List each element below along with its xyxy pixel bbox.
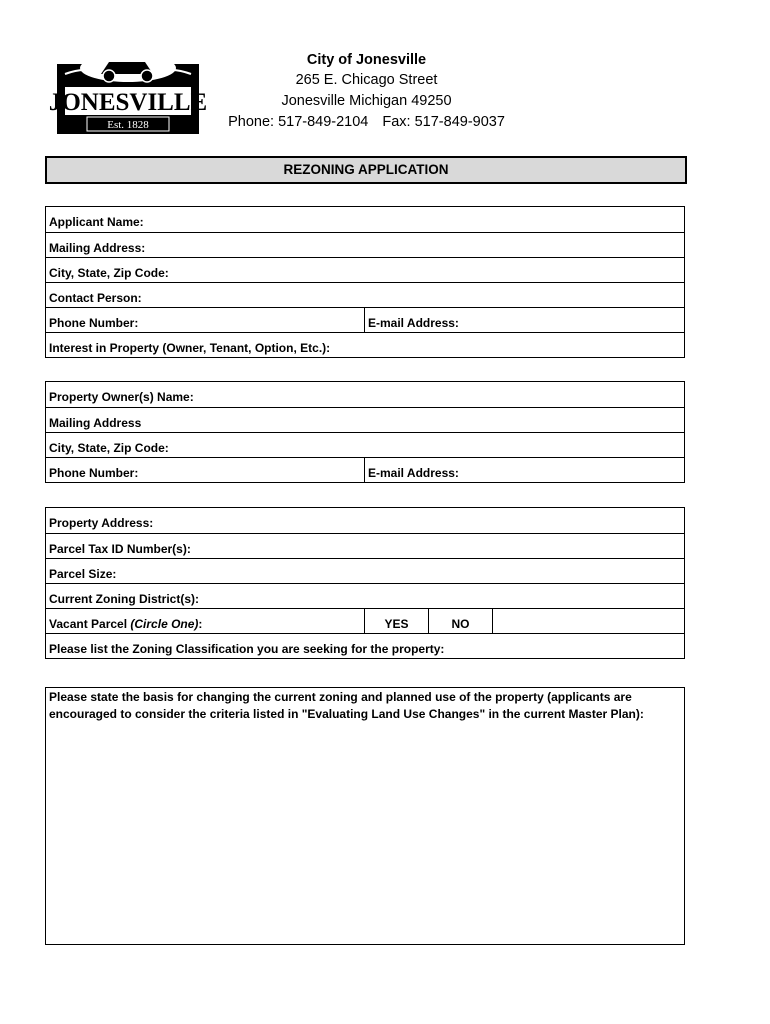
city-name: City of Jonesville xyxy=(306,52,427,68)
form-title: REZONING APPLICATION xyxy=(45,156,687,184)
logo-est: Est. 1828 xyxy=(107,119,149,131)
contact-person-row[interactable] xyxy=(46,282,684,307)
owner-mailing-row[interactable] xyxy=(46,407,684,432)
basis-prompt: Please state the basis for changing the current zoning and planned use of the property (applicants are encouraged to consider the criteria listed in "Evaluating Land Use Changes" in the current Master Plan): xyxy=(49,690,644,721)
property-address-label: Property Address: xyxy=(49,516,154,530)
no-option[interactable]: NO xyxy=(428,609,492,633)
city-state-zip-row[interactable] xyxy=(46,257,684,282)
contact-person-label: Contact Person: xyxy=(49,291,142,305)
owner-email-label[interactable]: E-mail Address: xyxy=(364,458,684,482)
basis-for-rezoning-field[interactable] xyxy=(45,687,685,945)
owner-mailing-label: Mailing Address xyxy=(49,416,142,430)
owner-section xyxy=(45,381,685,483)
owner-city-label: City, State, Zip Code: xyxy=(49,441,169,455)
city-state: Jonesville Michigan 49250 xyxy=(281,93,452,109)
street-address: 265 E. Chicago Street xyxy=(295,72,438,88)
property-address-row[interactable] xyxy=(46,508,684,533)
contact-line xyxy=(200,112,533,133)
parcel-size-label: Parcel Size: xyxy=(49,567,117,581)
mailing-address-label: Mailing Address: xyxy=(49,241,146,255)
owner-name-row[interactable] xyxy=(46,382,684,407)
parcel-size-row[interactable] xyxy=(46,558,684,583)
applicant-section xyxy=(45,206,685,358)
city-state-zip-label: City, State, Zip Code: xyxy=(49,266,169,280)
phone: Phone: 517-849-2104 xyxy=(228,114,369,130)
fax: Fax: 517-849-9037 xyxy=(382,114,505,130)
owner-phone-label[interactable]: Phone Number: xyxy=(49,466,139,480)
zoning-classification-label: Please list the Zoning Classification you are seeking for the property: xyxy=(49,642,445,656)
vacant-suffix: : xyxy=(198,617,203,631)
vacant-parcel-label xyxy=(46,609,364,633)
jonesville-logo xyxy=(48,52,208,134)
email-label[interactable]: E-mail Address: xyxy=(364,308,684,332)
yes-option[interactable]: YES xyxy=(364,609,428,633)
property-section xyxy=(45,507,685,659)
owner-phone-email-row xyxy=(46,457,684,482)
logo-name: JONESVILLE xyxy=(48,89,208,116)
vacant-circle-one: (Circle One) xyxy=(130,617,199,631)
header-address xyxy=(200,50,533,133)
owner-name-label: Property Owner(s) Name: xyxy=(49,390,194,404)
zoning-district-row[interactable] xyxy=(46,583,684,608)
vacant-prefix: Vacant Parcel xyxy=(49,617,131,631)
mailing-address-row[interactable] xyxy=(46,232,684,257)
tax-id-row[interactable] xyxy=(46,533,684,558)
interest-label: Interest in Property (Owner, Tenant, Option, Etc.): xyxy=(49,341,331,355)
phone-label[interactable]: Phone Number: xyxy=(49,316,139,330)
vacant-parcel-row xyxy=(46,608,684,633)
tax-id-label: Parcel Tax ID Number(s): xyxy=(49,542,191,556)
applicant-name-row[interactable] xyxy=(46,207,684,232)
zoning-district-label: Current Zoning District(s): xyxy=(49,592,199,606)
vacant-blank-cell xyxy=(492,609,684,633)
interest-row[interactable] xyxy=(46,332,684,357)
applicant-name-label: Applicant Name: xyxy=(49,215,144,229)
zoning-classification-row[interactable] xyxy=(46,633,684,658)
owner-city-row[interactable] xyxy=(46,432,684,457)
phone-email-row xyxy=(46,307,684,332)
